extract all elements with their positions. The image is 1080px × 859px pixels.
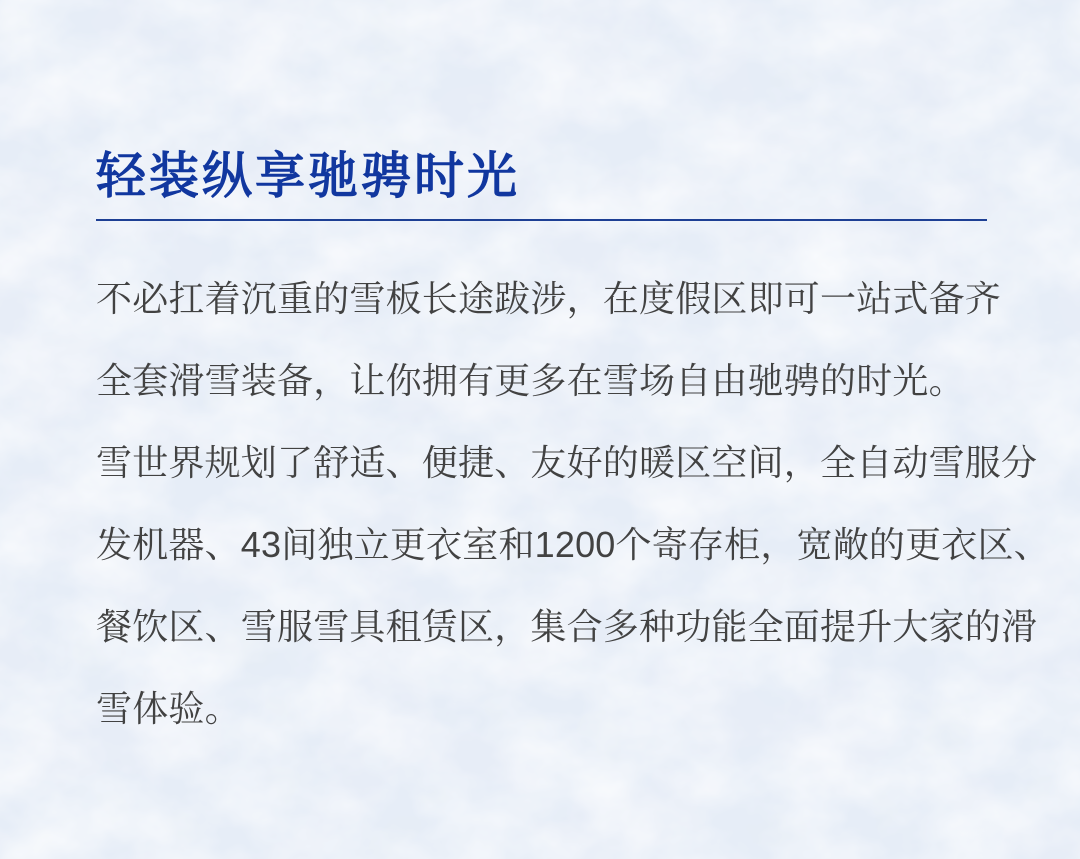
body-paragraph: [96, 258, 1050, 750]
body-line-3: 雪世界规划了舒适、便捷、友好的暖区空间，全自动雪服分: [96, 442, 1038, 483]
body-line-4: 发机器、43间独立更衣室和1200个寄存柜，宽敞的更衣区、: [96, 524, 1050, 565]
body-line-5: 餐饮区、雪服雪具租赁区，集合多种功能全面提升大家的滑: [96, 606, 1038, 647]
body-line-2: 全套滑雪装备，让你拥有更多在雪场自由驰骋的时光。: [96, 360, 965, 401]
article-content: [96, 148, 1050, 750]
body-line-1: 不必扛着沉重的雪板长途跋涉，在度假区即可一站式备齐: [96, 278, 1002, 319]
body-line-6: 雪体验。: [96, 688, 241, 729]
title-divider: [96, 219, 987, 221]
section-title: 轻装纵享驰骋时光: [96, 148, 520, 204]
